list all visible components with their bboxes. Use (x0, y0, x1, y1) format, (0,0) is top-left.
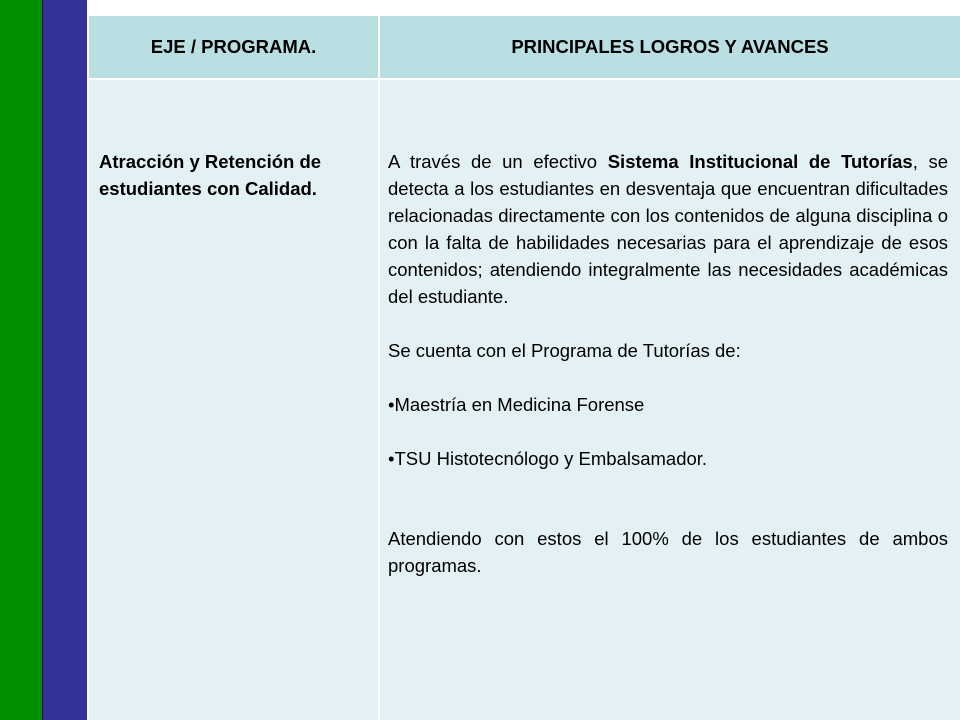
row-divider (89, 78, 960, 80)
column-divider (378, 16, 380, 720)
logros-p1-bold: Sistema Institucional de Tutorías (607, 151, 913, 172)
cell-eje: Atracción y Retención de estudiantes con Calidad. (99, 151, 322, 199)
logros-p1-end: , se detecta a los estudiantes en desventaja que encuentran dificultades relacionadas directamente con los contenidos de alguna disciplina o con la falta de habilidades necesarias para el aprendizaje de esos contenidos; atendiendo integralmente las necesidades académicas del estudiante. (388, 151, 948, 307)
header-logros-avances: PRINCIPALES LOGROS Y AVANCES (511, 36, 829, 57)
logros-paragraph-2: Se cuenta con el Programa de Tutorías de: (388, 340, 741, 361)
cell-logros (388, 148, 948, 579)
logros-paragraph-1 (388, 148, 948, 310)
logros-bullet-2: •TSU Histotecnólogo y Embalsamador. (388, 448, 708, 469)
logros-bullet-1: •Maestría en Medicina Forense (388, 394, 645, 415)
left-green-bar (0, 0, 42, 720)
left-blue-bar (42, 0, 87, 720)
achievements-table (89, 16, 960, 720)
header-eje-programa: EJE / PROGRAMA. (150, 36, 317, 57)
logros-paragraph-3: Atendiendo con estos el 100% de los estudiantes de ambos programas. (388, 528, 948, 576)
logros-p1-start: A través de un efectivo (388, 151, 608, 172)
